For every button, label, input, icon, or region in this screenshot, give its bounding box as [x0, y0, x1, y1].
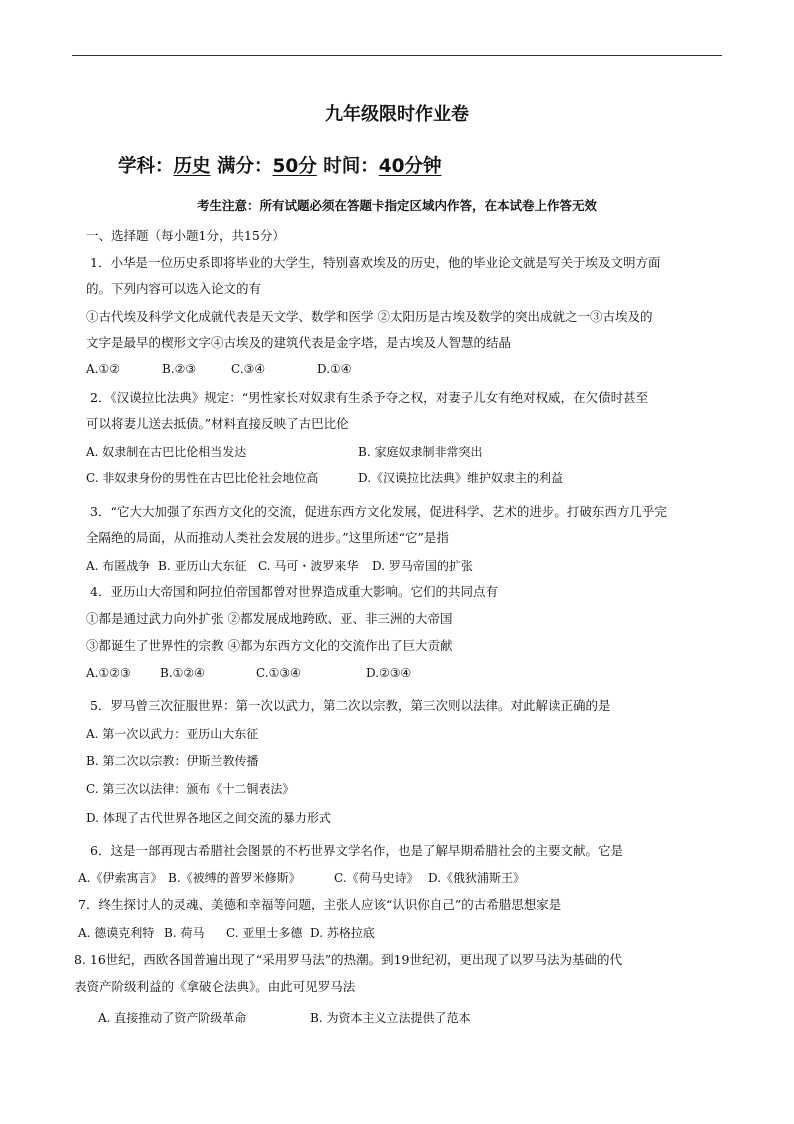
time-label: 时间： — [323, 156, 379, 177]
question-stem: 可以将妻儿送去抵债。”材料直接反映了古巴比伦 — [86, 416, 349, 431]
option-b: B.《被缚的普罗米修斯》 — [168, 871, 301, 885]
question-stem: 4．亚历山大帝国和阿拉伯帝国都曾对世界造成重大影响。它们的共同点有 — [90, 584, 498, 599]
option-c: C. 第三次以法律：颁布《十二铜表法》 — [86, 782, 295, 796]
option-a: A.①② — [86, 362, 120, 376]
option-d: D. 罗马帝国的扩张 — [372, 559, 473, 573]
exam-notice: 考生注意：所有试题必须在答题卡指定区域内作答，在本试卷上作答无效 — [196, 198, 597, 213]
option-b: B. 亚历山大东征 — [158, 559, 247, 573]
option-b: B. 荷马 — [164, 926, 205, 940]
option-c: C. 亚里士多德 — [226, 926, 303, 940]
question-statement: ③都诞生了世界性的宗教 ④都为东西方文化的交流作出了巨大贡献 — [86, 638, 453, 653]
option-a: A. 德谟克利特 — [78, 926, 155, 940]
option-a: A.①②③ — [86, 666, 131, 680]
question-stem: 的。下列内容可以选入论文的有 — [86, 281, 262, 296]
section-title: 一、选择题（每小题1分，共15分） — [86, 228, 285, 243]
question-stem: 1．小华是一位历史系即将毕业的大学生，特别喜欢埃及的历史，他的毕业论文就是写关于埃及文明方面 — [90, 255, 661, 270]
subject-label: 学科： — [118, 156, 174, 177]
option-b: B. 家庭奴隶制非常突出 — [358, 445, 483, 459]
option-a: A. 第一次以武力：亚历山大东征 — [86, 727, 259, 741]
option-d: D. 体现了古代世界各地区之间交流的暴力形式 — [86, 811, 331, 825]
time-value: 40分钟 — [378, 156, 442, 177]
question-statement: ①都是通过武力向外扩张 ②都发展成地跨欧、亚、非三洲的大帝国 — [86, 611, 453, 626]
option-b: B.②③ — [162, 362, 197, 376]
option-d: D.《汉谟拉比法典》维护奴隶主的利益 — [358, 471, 564, 485]
option-a: A.《伊索寓言》 — [78, 871, 163, 885]
question-stem: 8. 16世纪，西欧各国普遍出现了“采用罗马法”的热潮。到19世纪初，更出现了以罗马法为基础的代 — [74, 952, 622, 967]
option-c: C. 马可・波罗来华 — [258, 559, 359, 573]
option-b: B.①②④ — [160, 666, 205, 680]
option-d: D.《俄狄浦斯王》 — [428, 871, 526, 885]
option-c: C.③④ — [231, 362, 266, 376]
page-title: 九年级限时作业卷 — [325, 104, 469, 125]
option-d: D.①④ — [317, 362, 352, 376]
header-rule — [72, 55, 722, 56]
option-d: D. 苏格拉底 — [310, 926, 375, 940]
option-a: A. 布匿战争 — [86, 559, 151, 573]
option-a: A. 奴隶制在古巴比伦相当发达 — [86, 445, 247, 459]
question-stem: 6．这是一部再现古希腊社会图景的不朽世界文学名作，也是了解早期希腊社会的主要文献。它是 — [90, 843, 623, 858]
question-stem: 5．罗马曾三次征服世界：第一次以武力，第二次以宗教，第三次则以法律。对此解读正确的是 — [90, 698, 611, 713]
option-b: B. 第二次以宗教：伊斯兰教传播 — [86, 754, 259, 768]
question-stem: 7．终生探讨人的灵魂、美德和幸福等问题，主张人应该“认识你自己”的古希腊思想家是 — [78, 897, 562, 912]
score-value: 50分 — [272, 156, 317, 177]
question-stem: 表资产阶级利益的《拿破仑法典》。由此可见罗马法 — [74, 979, 356, 994]
option-c: C. 非奴隶身份的男性在古巴比伦社会地位高 — [86, 471, 319, 485]
option-c: C.①③④ — [256, 666, 301, 680]
question-stem: 3．“它大大加强了东西方文化的交流，促进东西方文化发展，促进科学、艺术的进步。打破东西方几乎完 — [90, 504, 667, 519]
subject-line — [118, 152, 441, 178]
option-b: B. 为资本主义立法提供了范本 — [310, 1011, 471, 1025]
option-c: C.《荷马史诗》 — [334, 871, 419, 885]
question-statement: 文字是最早的楔形文字④古埃及的建筑代表是金字塔，是古埃及人智慧的结晶 — [86, 335, 512, 350]
question-stem: 2．《汉谟拉比法典》规定：“男性家长对奴隶有生杀予夺之权，对妻子儿女有绝对权威，在欠债时甚至 — [90, 390, 649, 405]
question-statement: ①古代埃及科学文化成就代表是天文学、数学和医学 ②太阳历是古埃及数学的突出成就之一③古埃及的 — [86, 309, 653, 324]
question-stem: 全隔绝的局面，从而推动人类社会发展的进步。”这里所述“它”是指 — [86, 530, 449, 545]
subject-value: 历史 — [173, 156, 211, 177]
option-d: D.②③④ — [366, 666, 412, 680]
score-label: 满分： — [216, 156, 273, 177]
option-a: A. 直接推动了资产阶级革命 — [98, 1011, 247, 1025]
